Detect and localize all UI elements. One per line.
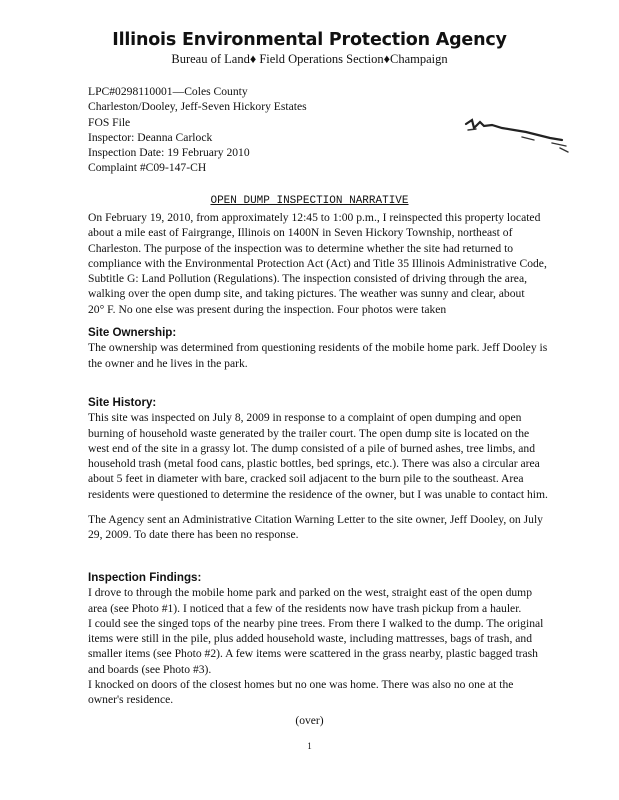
history-section [88,395,578,502]
paragraph-line: 20° F. No one else was present during the inspection. Four photos were taken [88,302,447,316]
case-info-line: FOS File [88,115,131,129]
paragraph-line: items were still in the pile, plus added household waste, including mattresses, bags of trash, and [88,632,533,646]
paragraph-line: Charleston. The purpose of the inspection was to determine whether the site had returned to [88,241,514,255]
warning-letter-paragraph [88,512,578,543]
paragraph-line: about a mile east of Fairgrange, Illinois on 1400N in Seven Hickory Township, northeast of [88,226,513,240]
ownership-section [88,325,578,371]
case-info-line: LPC#0298110001—Coles County [88,85,248,98]
paragraph-line: I knocked on doors of the closest homes but no one was home. There was also no one at the [88,678,514,692]
agency-title: Illinois Environmental Protection Agency [112,30,507,50]
intro-paragraph [88,210,578,317]
paragraph-line: 29, 2009. To date there has been no response. [88,528,299,542]
over-note: (over) [295,714,324,727]
paragraph-line: smaller items (see Photo #2). A few items were scattered in the grass nearby, plastic bagged trash [88,647,538,661]
page-number: 1 [307,741,312,751]
paragraph-line: area (see Photo #1). I noticed that a few of the residents now have trash pickup from a hauler. [88,601,522,615]
case-info-line: Inspector: Deanna Carlock [88,130,213,144]
received-stamp-mark [462,116,572,154]
paragraph-line: burning of household waste generated by the trailer court. The open dump site is located on the [88,426,530,440]
paragraph-line: about 5 feet in diameter with bare, cracked soil adjacent to the burn pile to the southeast. Area [88,472,524,486]
paragraph-line: This site was inspected on July 8, 2009 in response to a complaint of open dumping and open [88,411,522,425]
paragraph-line: On February 19, 2010, from approximately 12:45 to 1:00 p.m., I reinspected this property located [88,211,541,224]
bureau-subtitle: Bureau of Land♦ Field Operations Section♦Champaign [171,52,448,66]
paragraph-line: walking over the open dump site, and taking pictures. The weather was sunny and clear, about [88,287,525,301]
findings-section [88,570,578,708]
case-info-line: Complaint #C09-147-CH [88,161,207,175]
paragraph-line: I drove to through the mobile home park and parked on the west, straight east of the open dump [88,586,532,600]
paragraph-line: The ownership was determined from questioning residents of the mobile home park. Jeff Dooley is [88,341,548,355]
section-heading: Inspection Findings: [88,571,202,584]
paragraph-line: household trash (metal food cans, plastic bottles, bed springs, etc.). There was also a circular area [88,457,540,471]
paragraph-line: residents were questioned to determine the residence of the owner, but I was unable to contact him. [88,487,548,501]
paragraph-line: I could see the singed tops of the nearby pine trees. From there I walked to the dump. The original [88,616,544,630]
section-heading: Site History: [88,396,157,409]
paragraph-line: owner's residence. [88,693,174,707]
case-info-line: Charleston/Dooley, Jeff-Seven Hickory Estates [88,100,307,114]
paragraph-line: west end of the site in a grassy lot. The dump consisted of a pile of burned ashes, tree limbs, and [88,441,536,455]
section-heading: Site Ownership: [88,326,177,339]
case-info-block [88,84,307,176]
paragraph-line: the owner and he lives in the park. [88,356,248,370]
paragraph-line: The Agency sent an Administrative Citation Warning Letter to the site owner, Jeff Dooley, on July [88,513,543,526]
paragraph-line: and boards (see Photo #3). [88,662,212,676]
paragraph-line: Subtitle G: Land Pollution (Regulations). The inspection consisted of driving through the area, [88,272,527,286]
narrative-title: OPEN DUMP INSPECTION NARRATIVE [210,195,409,207]
case-info-line: Inspection Date: 19 February 2010 [88,146,250,160]
paragraph-line: compliance with the Environmental Protection Act (Act) and Title 35 Illinois Administrative Code, [88,256,547,270]
